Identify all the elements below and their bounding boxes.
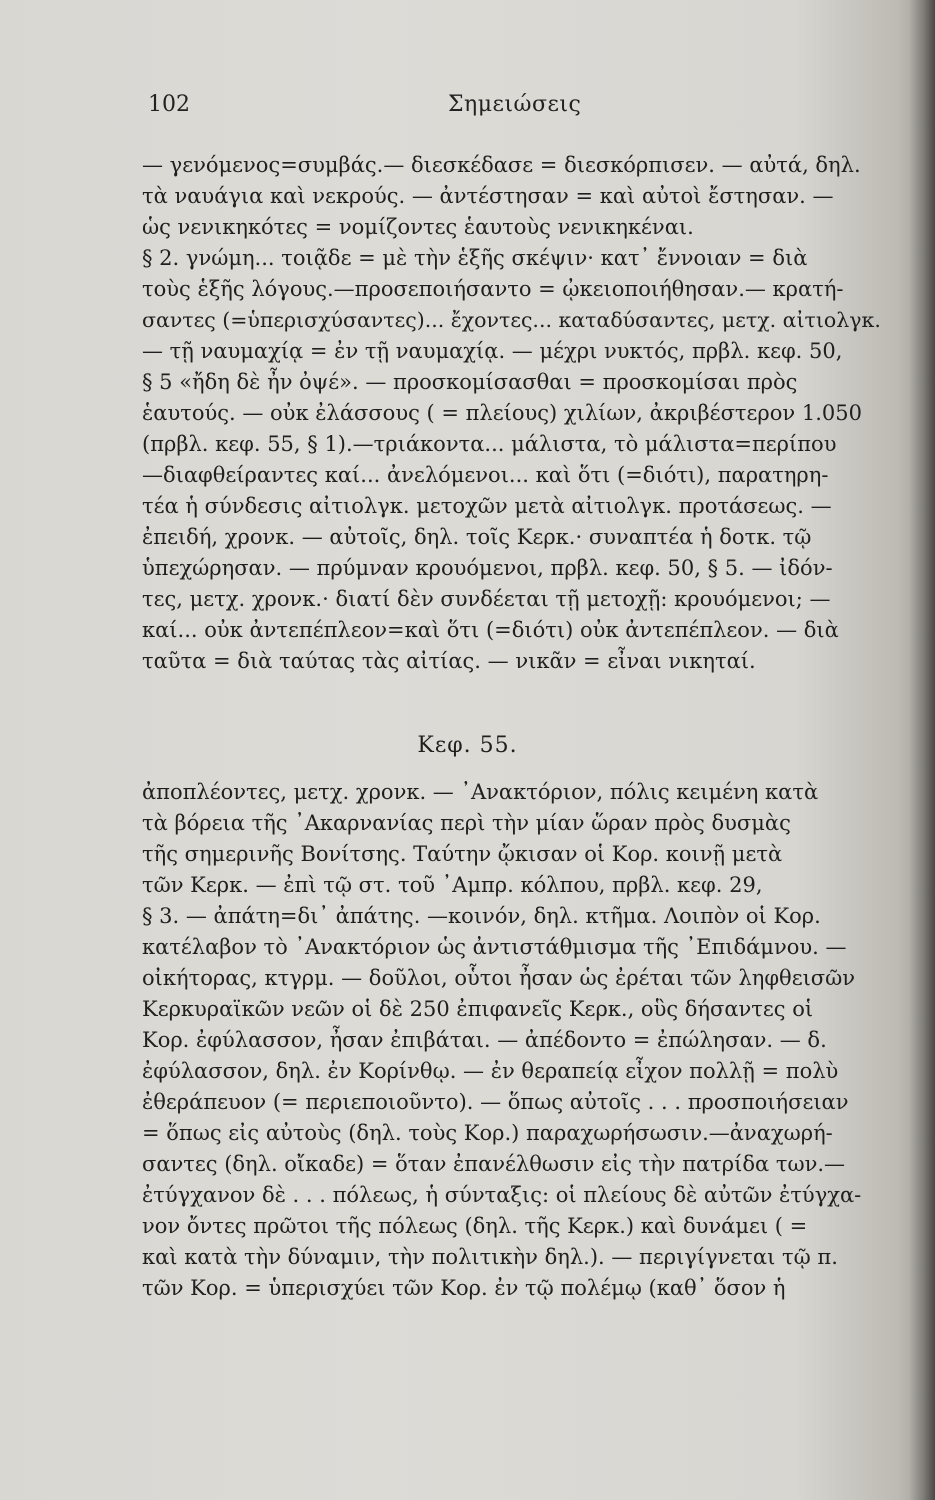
text-line: καὶ κατὰ τὴν δύναμιν, τὴν πολιτικὴν δηλ.). — περιγίγνεται τῷ π. [142,1245,838,1269]
text-line: ἐπειδή, χρονκ. — αὐτοῖς, δηλ. τοῖς Κερκ.· συναπτέα ἡ δοτκ. τῷ [142,525,812,549]
text-line: σαντες (δηλ. οἴκαδε) = ὅταν ἐπανέλθωσιν εἰς τὴν πατρίδα των.— [142,1152,846,1176]
text-line: § 5 «ἤδη δὲ ἦν ὀψέ». — προσκομίσασθαι = προσκομίσαι πρὸς [142,370,798,394]
text-line: ὑπεχώρησαν. — πρύμναν κρουόμενοι, πρβλ. κεφ. 50, § 5. — ἰδόν- [142,556,833,580]
text-line: § 2. γνώμη... τοιᾷδε = μὲ τὴν ἑξῆς σκέψιν· κατ᾽ ἔννοιαν = διὰ [142,246,808,270]
text-line: τῶν Κερκ. — ἐπὶ τῷ στ. τοῦ ᾿Αμπρ. κόλπου, πρβλ. κεφ. 29, [142,873,763,897]
text-line: — τῇ ναυμαχίᾳ = ἐν τῇ ναυμαχίᾳ. — μέχρι νυκτός, πρβλ. κεφ. 50, [142,339,843,363]
text-line: Κορ. ἐφύλασσον, ἦσαν ἐπιβάται. — ἀπέδοντο = ἐπώλησαν. — δ. [142,1028,827,1052]
text-line: —διαφθείραντες καί... ἀνελόμενοι... καὶ ὅτι (=διότι), παρατηρη- [142,463,829,487]
text-line: τοὺς ἑξῆς λόγους.—προσεποιήσαντο = ᾠκειοποιήθησαν.— κρατή- [142,277,844,301]
notes-block-chapter-54 [142,150,882,677]
text-line: Κερκυραϊκῶν νεῶν οἱ δὲ 250 ἐπιφανεῖς Κερκ., οὓς δήσαντες οἱ [142,997,814,1021]
text-line: ἀποπλέοντες, μετχ. χρονκ. — ᾿Ανακτόριον, πόλις κειμένη κατὰ [142,780,819,804]
text-line: — γενόμενος=συμβάς.— διεσκέδασε = διεσκόρπισεν. — αὐτά, δηλ. [142,153,861,177]
text-line: τὰ ναυάγια καὶ νεκρούς. — ἀντέστησαν = καὶ αὐτοὶ ἔστησαν. — [142,184,834,208]
running-title: Σημειώσεις [448,92,582,117]
text-line: τέα ἡ σύνδεσις αἰτιολγκ. μετοχῶν μετὰ αἰτιολγκ. προτάσεως. — [142,494,832,518]
text-line: ἐθεράπευον (= περιεποιοῦντο). — ὅπως αὐτοῖς . . . προσποιήσειαν [142,1090,849,1114]
text-line: ὡς νενικηκότες = νομίζοντες ἑαυτοὺς νενικηκέναι. [142,215,694,239]
text-line: ἐφύλασσον, δηλ. ἐν Κορίνθῳ. — ἐν θεραπείᾳ εἶχον πολλῇ = πολὺ [142,1059,839,1083]
text-line: οἰκήτορας, κτγρμ. — δοῦλοι, οὗτοι ἦσαν ὡς ἐρέται τῶν ληφθεισῶν [142,966,856,990]
text-line: (πρβλ. κεφ. 55, § 1).—τριάκοντα... μάλιστα, τὸ μάλιστα=περίπου [142,432,837,456]
text-line: ἐτύγχανον δὲ . . . πόλεως, ἡ σύνταξις: οἱ πλείους δὲ αὐτῶν ἐτύγχα- [142,1183,862,1207]
text-line: καί... οὐκ ἀντεπέπλεον=καὶ ὅτι (=διότι) οὐκ ἀντεπέπλεον. — διὰ [142,618,839,642]
text-line: § 3. — ἀπάτη=δι᾽ ἀπάτης. —κοινόν, δηλ. κτῆμα. Λοιπὸν οἱ Κορ. [142,904,821,928]
text-line: τῆς σημερινῆς Βονίτσης. Ταύτην ᾤκισαν οἱ Κορ. κοινῇ μετὰ [142,842,783,866]
text-line: τὰ βόρεια τῆς ᾿Ακαρνανίας περὶ τὴν μίαν ὥραν πρὸς δυσμὰς [142,811,791,835]
text-line: κατέλαβον τὸ ᾿Ανακτόριον ὡς ἀντιστάθμισμα τῆς ᾿Επιδάμνου. — [142,935,847,959]
page-number: 102 [148,92,190,117]
text-line: τες, μετχ. χρονκ.· διατί δὲν συνδέεται τῇ μετοχῇ: κρουόμενοι; — [142,587,831,611]
chapter-heading: Κεφ. 55. [417,733,518,758]
text-line: σαντες (=ὑπερισχύσαντες)... ἔχοντες... καταδύσαντες, μετχ. αἰτιολγκ. [142,308,881,332]
text-line: = ὅπως εἰς αὐτοὺς (δηλ. τοὺς Κορ.) παραχωρήσωσιν.—ἀναχωρή- [142,1121,833,1145]
text-line: ταῦτα = διὰ ταύτας τὰς αἰτίας. — νικᾶν = εἶναι νικηταί. [142,649,756,673]
notes-block-chapter-55 [142,777,882,1304]
text-line: νον ὄντες πρῶτοι τῆς πόλεως (δηλ. τῆς Κερκ.) καὶ δυνάμει ( = [142,1214,808,1238]
text-line: ἑαυτούς. — οὐκ ἐλάσσους ( = πλείους) χιλίων, ἀκριβέστερον 1.050 [142,401,862,425]
page-header [148,92,868,128]
text-line: τῶν Κορ. = ὑπερισχύει τῶν Κορ. ἐν τῷ πολέμῳ (καθ᾽ ὅσον ἡ [142,1276,786,1300]
